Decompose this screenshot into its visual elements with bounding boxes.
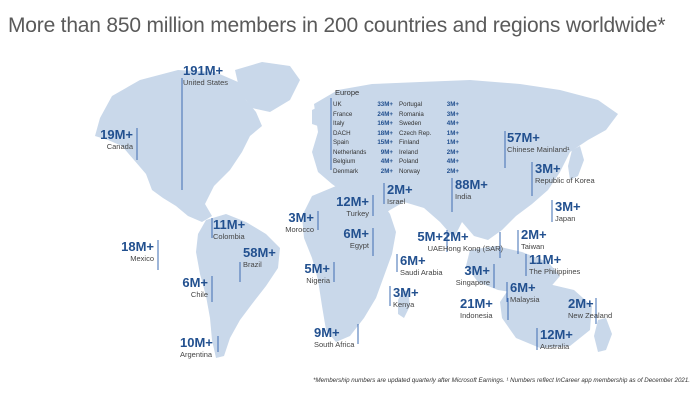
stat-label: New Zealand <box>568 311 613 320</box>
stat-india <box>455 178 488 201</box>
stat-label: Chile <box>190 290 208 299</box>
europe-row <box>399 110 459 120</box>
stat-label: Hong Kong (SAR) <box>443 244 504 253</box>
stat-saudi-arabia <box>400 254 443 277</box>
europe-country: Poland <box>399 158 419 165</box>
europe-value: 2M+ <box>446 167 459 175</box>
stat-label: Morocco <box>285 225 314 234</box>
europe-country: France <box>333 110 353 118</box>
stat-label: Chinese Mainland¹ <box>507 145 570 154</box>
stat-label: The Philippines <box>529 267 581 276</box>
stat-label: Israel <box>387 197 406 206</box>
europe-country: Belgium <box>333 158 356 165</box>
stat-label: United States <box>183 78 229 87</box>
europe-country: Finland <box>399 139 420 146</box>
stat-israel <box>387 183 413 206</box>
stat-value: 3M+ <box>555 199 581 214</box>
stat-taiwan <box>521 228 547 251</box>
stat-malaysia <box>510 281 540 304</box>
stat-label: Malaysia <box>510 295 540 304</box>
europe-value: 1M+ <box>446 129 459 137</box>
europe-panel <box>333 88 459 176</box>
europe-row <box>333 110 393 120</box>
stat-label: Egypt <box>349 241 369 250</box>
europe-value: 33M+ <box>377 101 393 108</box>
stat-korea <box>535 162 595 185</box>
stat-value: 57M+ <box>507 130 540 145</box>
stat-uae <box>417 230 443 253</box>
europe-country: Norway <box>399 167 420 175</box>
europe-country: Czech Rep. <box>399 129 432 137</box>
europe-value: 2M+ <box>446 148 459 156</box>
stat-label: Colombia <box>213 232 245 241</box>
page-title: More than 850 million members in 200 countries and regions worldwide* <box>8 14 666 37</box>
stat-value: 5M+ <box>417 229 443 244</box>
stat-value: 3M+ <box>393 285 419 300</box>
stat-new-zealand <box>568 297 612 320</box>
europe-row <box>333 157 393 167</box>
europe-country: Romania <box>399 110 424 118</box>
stat-turkey <box>336 195 369 218</box>
stat-label: Canada <box>106 142 133 151</box>
stat-value: 191M+ <box>183 63 224 78</box>
stat-value: 6M+ <box>182 275 208 290</box>
europe-row <box>333 138 393 148</box>
europe-value: 15M+ <box>377 139 393 146</box>
stat-value: 21M+ <box>460 296 493 311</box>
europe-country: DACH <box>333 129 351 137</box>
europe-value: 9M+ <box>380 148 393 156</box>
stat-label: UAE <box>427 244 443 253</box>
europe-column <box>399 100 459 176</box>
europe-row <box>333 129 393 139</box>
stat-canada <box>100 128 133 151</box>
stat-label: Turkey <box>346 209 369 218</box>
stat-singapore <box>456 264 490 287</box>
europe-value: 16M+ <box>377 120 393 127</box>
stat-argentina <box>180 336 213 359</box>
europe-value: 3M+ <box>446 110 459 118</box>
europe-row <box>333 119 393 129</box>
europe-country: UK <box>333 101 342 108</box>
stat-label: Mexico <box>130 254 154 263</box>
europe-row <box>399 138 459 148</box>
stat-value: 2M+ <box>387 182 413 197</box>
stat-label: Saudi Arabia <box>400 268 443 277</box>
europe-column <box>333 100 393 176</box>
stat-value: 9M+ <box>314 325 340 340</box>
stat-value: 3M+ <box>535 161 561 176</box>
europe-country: Netherlands <box>333 148 367 156</box>
stat-label: India <box>455 192 472 201</box>
stat-brazil <box>243 246 276 269</box>
europe-value: 4M+ <box>380 158 393 165</box>
stat-value: 6M+ <box>510 280 536 295</box>
stat-label: Argentina <box>180 350 213 359</box>
stat-value: 10M+ <box>180 335 213 350</box>
stat-value: 6M+ <box>343 226 369 241</box>
europe-country: Portugal <box>399 101 423 108</box>
stat-label: Australia <box>540 342 570 351</box>
stat-value: 18M+ <box>121 239 154 254</box>
stat-label: South Africa <box>314 340 355 349</box>
europe-row <box>399 167 459 177</box>
stat-value: 2M+ <box>521 227 547 242</box>
stat-label: Singapore <box>455 278 490 287</box>
footnote: *Membership numbers are updated quarterly after Microsoft Earnings. ¹ Numbers reflect InCareer app membership as of December 2021. <box>313 377 690 384</box>
stat-label: Brazil <box>243 260 262 269</box>
europe-country: Ireland <box>399 148 418 156</box>
europe-row <box>399 157 459 167</box>
europe-value: 4M+ <box>446 120 459 127</box>
europe-value: 3M+ <box>446 101 459 108</box>
europe-value: 4M+ <box>446 158 459 165</box>
europe-row <box>399 148 459 158</box>
stat-label: Japan <box>555 214 576 223</box>
europe-country: Denmark <box>333 167 359 175</box>
stat-value: 58M+ <box>243 245 276 260</box>
stat-value: 6M+ <box>400 253 426 268</box>
stat-value: 11M+ <box>213 217 246 232</box>
europe-value: 18M+ <box>377 129 393 137</box>
europe-value: 2M+ <box>380 167 393 175</box>
europe-country: Sweden <box>399 120 422 127</box>
stat-value: 3M+ <box>288 210 314 225</box>
stat-egypt <box>343 227 369 250</box>
stat-morocco <box>285 211 314 234</box>
stat-label: Nigeria <box>306 276 330 285</box>
europe-heading: Europe <box>335 88 360 97</box>
stat-value: 19M+ <box>100 127 133 142</box>
stat-japan <box>555 200 581 223</box>
stat-value: 88M+ <box>455 177 488 192</box>
europe-value: 1M+ <box>446 139 459 146</box>
stat-label: Taiwan <box>521 242 545 251</box>
stat-indonesia <box>460 297 493 320</box>
stat-australia <box>540 328 573 351</box>
europe-columns <box>333 100 459 176</box>
stat-hong-kong <box>443 230 503 253</box>
europe-row <box>399 129 459 139</box>
stat-value: 5M+ <box>304 261 330 276</box>
stat-label: Indonesia <box>460 311 493 320</box>
stat-chinese-mainland <box>507 131 570 154</box>
europe-row <box>333 100 393 110</box>
europe-row <box>399 119 459 129</box>
stat-label: Republic of Korea <box>535 176 595 185</box>
stat-mexico <box>121 240 154 263</box>
stat-kenya <box>393 286 419 309</box>
new-zealand-shape <box>594 318 612 352</box>
stat-philippines <box>529 253 580 276</box>
europe-row <box>399 100 459 110</box>
stat-value: 2M+ <box>568 296 594 311</box>
stat-nigeria <box>304 262 330 285</box>
stat-label: Kenya <box>393 300 415 309</box>
stat-value: 12M+ <box>540 327 573 342</box>
stat-south-africa <box>314 326 354 349</box>
europe-value: 24M+ <box>377 110 393 118</box>
stat-value: 11M+ <box>529 252 562 267</box>
europe-row <box>333 148 393 158</box>
stat-united-states <box>183 64 228 87</box>
stat-value: 12M+ <box>336 194 369 209</box>
stat-value: 2M+ <box>443 229 469 244</box>
europe-row <box>333 167 393 177</box>
europe-country: Italy <box>333 120 345 127</box>
stat-value: 3M+ <box>464 263 490 278</box>
europe-country: Spain <box>333 139 349 146</box>
stat-colombia <box>213 218 245 241</box>
stat-chile <box>182 276 208 299</box>
